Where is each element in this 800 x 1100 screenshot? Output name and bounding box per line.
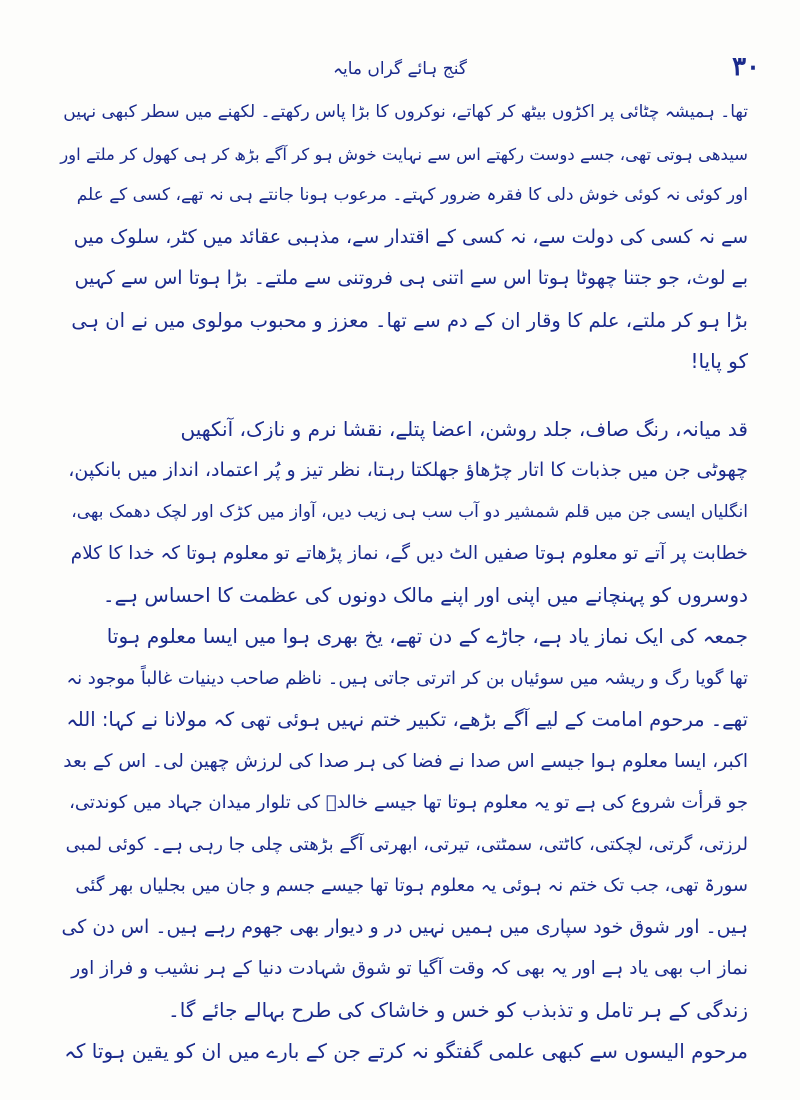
text-line: دوسروں کو پہنچانے میں اپنی اور اپنے مالک دونوں کی عظمت کا احساس ہے۔: [102, 582, 748, 607]
text-line: زندگی کے ہر تامل و تذبذب کو خس و خاشاک کی طرح بہالے جائے گا۔: [168, 997, 748, 1022]
text-line: بڑا ہو کر ملتے، علم کا وقار ان کے دم سے تھا۔ معزز و محبوب مولوی میں نے ان ہی: [71, 308, 748, 332]
page-header: [40, 52, 760, 92]
text-line: جو قرأت شروع کی ہے تو یہ معلوم ہوتا تھا جیسے خالدؓ کی تلوار میدان جہاد میں کوندتی،: [69, 792, 748, 813]
text-line: بے لوث، جو جتنا چھوٹا ہوتا اس سے اتنی ہی فروتنی سے ملتے۔ بڑا ہوتا اس سے کہیں: [74, 267, 748, 289]
text-line: تھے۔ مرحوم امامت کے لیے آگے بڑھے، تکبیر ختم نہیں ہوئی تھی کہ مولانا نے کہا: اللہ: [66, 708, 748, 731]
text-line: اکبر، ایسا معلوم ہوا جیسے اس صدا نے فضا کی ہر صدا کی لرزش چھین لی۔ اس کے بعد: [63, 750, 748, 772]
text-line: مرحوم الیسوں سے کبھی علمی گفتگو نہ کرتے جن کے بارے میں ان کو یقین ہوتا کہ: [64, 1039, 748, 1063]
text-line: اور کوئی نہ کوئی خوش دلی کا فقرہ ضرور کہتے۔ مرعوب ہونا جانتے ہی نہ تھے، کسی کے علم: [76, 185, 748, 205]
text-line: قد میانہ، رنگ صاف، جلد روشن، اعضا پتلے، نقشا نرم و نازک، آنکھیں: [180, 416, 748, 441]
paragraph-2: [58, 409, 748, 617]
paragraph-4: [58, 1031, 748, 1073]
text-line: انگلیاں ایسی جن میں قلم شمشیر دو آب سب ہی زیب دیں، آواز میں کڑک اور لچک دھمک بھی،: [71, 501, 748, 522]
text-line: تھا۔ ہمیشہ چٹائی پر اکڑوں بیٹھ کر کھاتے، نوکروں کا بڑا پاس رکھتے۔ لکھنے میں سطر کبھی نہیں: [63, 102, 748, 122]
text-line: نماز اب بھی یاد ہے اور یہ بھی کہ وقت آگیا تو شوق شہادت دنیا کے ہر نشیب و فراز اور: [71, 958, 748, 979]
text-line: سیدھی ہوتی تھی، جسے دوست رکھتے اس سے نہایت خوش ہو کر آگے بڑھ کر ہی کھول کر ملتے اور: [60, 144, 748, 164]
text-line: چھوٹی جن میں جذبات کا اتار چڑھاؤ جھلکتا رہتا، نظر تیز و پُر اعتماد، انداز میں بانکپن،: [68, 459, 748, 481]
paragraph-1: [58, 92, 748, 383]
text-line: سے نہ کسی کی دولت سے، نہ کسی کے اقتدار سے، مذہبی عقائد میں کٹر، سلوک میں: [73, 225, 748, 248]
text-line: کو پایا!: [690, 349, 748, 373]
text-line: لرزتی، گرتی، لچکتی، کاٹتی، سمٹتی، تیرتی، ابھرتی آگے بڑھتی چلی جا رہی ہے۔ کوئی لمبی: [65, 833, 748, 855]
paragraph-3: [58, 616, 748, 1031]
text-line: جمعہ کی ایک نماز یاد ہے، جاڑے کے دن تھے، یخ بھری ہوا میں ایسا معلوم ہوتا: [106, 624, 748, 648]
paragraph-gap: [58, 383, 748, 409]
text-line: خطابت پر آتے تو معلوم ہوتا صفیں الٹ دیں گے، نماز پڑھاتے تو معلوم ہوتا کہ خدا کا کلام: [70, 543, 748, 564]
text-line: ہیں۔ اور شوق خود سپاری میں ہمیں نہیں در و دیوار بھی جھوم رہے ہیں۔ اس دن کی: [61, 915, 748, 938]
running-title: گنج ہائے گراں مایہ: [333, 59, 467, 79]
text-line: تھا گویا رگ و ریشہ میں سوئیاں بن کر اترتی جاتی ہیں۔ ناظم صاحب دینیات غالباً موجود نہ: [66, 667, 748, 689]
page-number: ۳۰: [732, 52, 760, 82]
body-text: [58, 92, 748, 1073]
text-line: سورۃ تھی، جب تک ختم نہ ہوئی یہ معلوم ہوتا تھا جیسے جسم و جان میں بجلیاں بھر گئی: [75, 875, 748, 896]
